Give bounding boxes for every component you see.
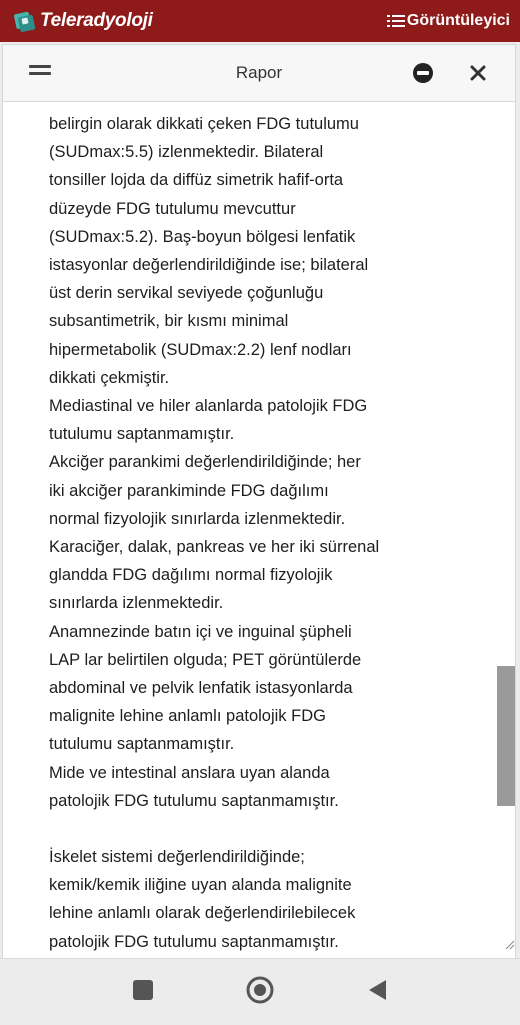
report-line: abdominal ve pelvik lenfatik istasyonlarda: [49, 679, 353, 698]
report-line: (SUDmax:5.2). Baş-boyun bölgesi lenfatik: [49, 227, 356, 246]
report-line: düzeyde FDG tutulumu mevcuttur: [49, 199, 296, 218]
paragraph-gap: [49, 815, 449, 843]
minimize-icon[interactable]: [413, 63, 433, 83]
report-line: Mediastinal ve hiler alanlarda patolojik FDG: [49, 397, 368, 416]
report-line: patolojik FDG tutulumu saptanmamıştır.: [49, 932, 339, 951]
app-header: [0, 0, 520, 42]
report-line: İskelet sistemi değerlendirildiğinde;: [49, 848, 305, 867]
report-line: Mide ve intestinal anslara uyan alanda: [49, 763, 330, 782]
list-icon: [387, 14, 405, 28]
panel-title: Rapor: [235, 63, 283, 82]
report-line: Akciğer parankimi değerlendirildiğinde; her: [49, 453, 361, 472]
report-line: subsantimetrik, bir kısmı minimal: [49, 312, 289, 331]
system-nav-bar: [0, 958, 520, 1025]
report-line: iki akciğer parankiminde FDG dağılımı: [49, 481, 329, 500]
report-text: [49, 110, 449, 956]
report-line: normal fizyolojik sınırlarda izlenmektedir.: [49, 509, 346, 528]
report-panel-header: [2, 44, 516, 102]
report-line: tutulumu saptanmamıştır.: [49, 735, 235, 754]
recent-apps-button[interactable]: [133, 980, 153, 1000]
report-line: üst derin servikal seviyede çoğunluğu: [49, 284, 324, 303]
brand[interactable]: [0, 8, 153, 34]
back-button[interactable]: [366, 978, 388, 1002]
logo-icon: [12, 8, 38, 34]
report-line: (SUDmax:5.5) izlenmektedir. Bilateral: [49, 143, 324, 162]
report-content[interactable]: [2, 102, 516, 958]
report-line: patolojik FDG tutulumu saptanmamıştır.: [49, 791, 339, 810]
report-line: malignite lehine anlamlı patolojik FDG: [49, 707, 326, 726]
viewer-button[interactable]: [387, 12, 520, 30]
report-line: sınırlarda izlenmektedir.: [49, 594, 224, 613]
close-icon[interactable]: [469, 64, 487, 82]
report-line: LAP lar belirtilen olguda; PET görüntülerde: [49, 650, 362, 669]
report-line: kemik/kemik iliğine uyan alanda malignite: [49, 876, 352, 895]
report-line: tonsiller lojda da diffüz simetrik hafif-orta: [49, 171, 344, 190]
report-line: hipermetabolik (SUDmax:2.2) lenf nodları: [49, 340, 352, 359]
viewer-button-label: Görüntüleyici: [406, 12, 510, 29]
report-line: glandda FDG dağılımı normal fizyolojik: [49, 566, 333, 585]
resize-grip-icon[interactable]: [503, 938, 515, 950]
report-line: Karaciğer, dalak, pankreas ve her iki sürrenal: [49, 538, 380, 557]
report-line: dikkati çekmiştir.: [49, 368, 170, 387]
report-line: belirgin olarak dikkati çeken FDG tutulumu: [49, 115, 359, 133]
report-line: Anamnezinde batın içi ve inguinal şüpheli: [49, 622, 352, 641]
scrollbar-thumb[interactable]: [497, 666, 515, 806]
report-line: istasyonlar değerlendirildiğinde ise; bilateral: [49, 256, 369, 275]
report-line: tutulumu saptanmamıştır.: [49, 425, 235, 444]
report-line: lehine anlamlı olarak değerlendirilebilecek: [49, 904, 356, 923]
home-button[interactable]: [246, 976, 274, 1004]
brand-name: Teleradyoloji: [40, 10, 153, 31]
